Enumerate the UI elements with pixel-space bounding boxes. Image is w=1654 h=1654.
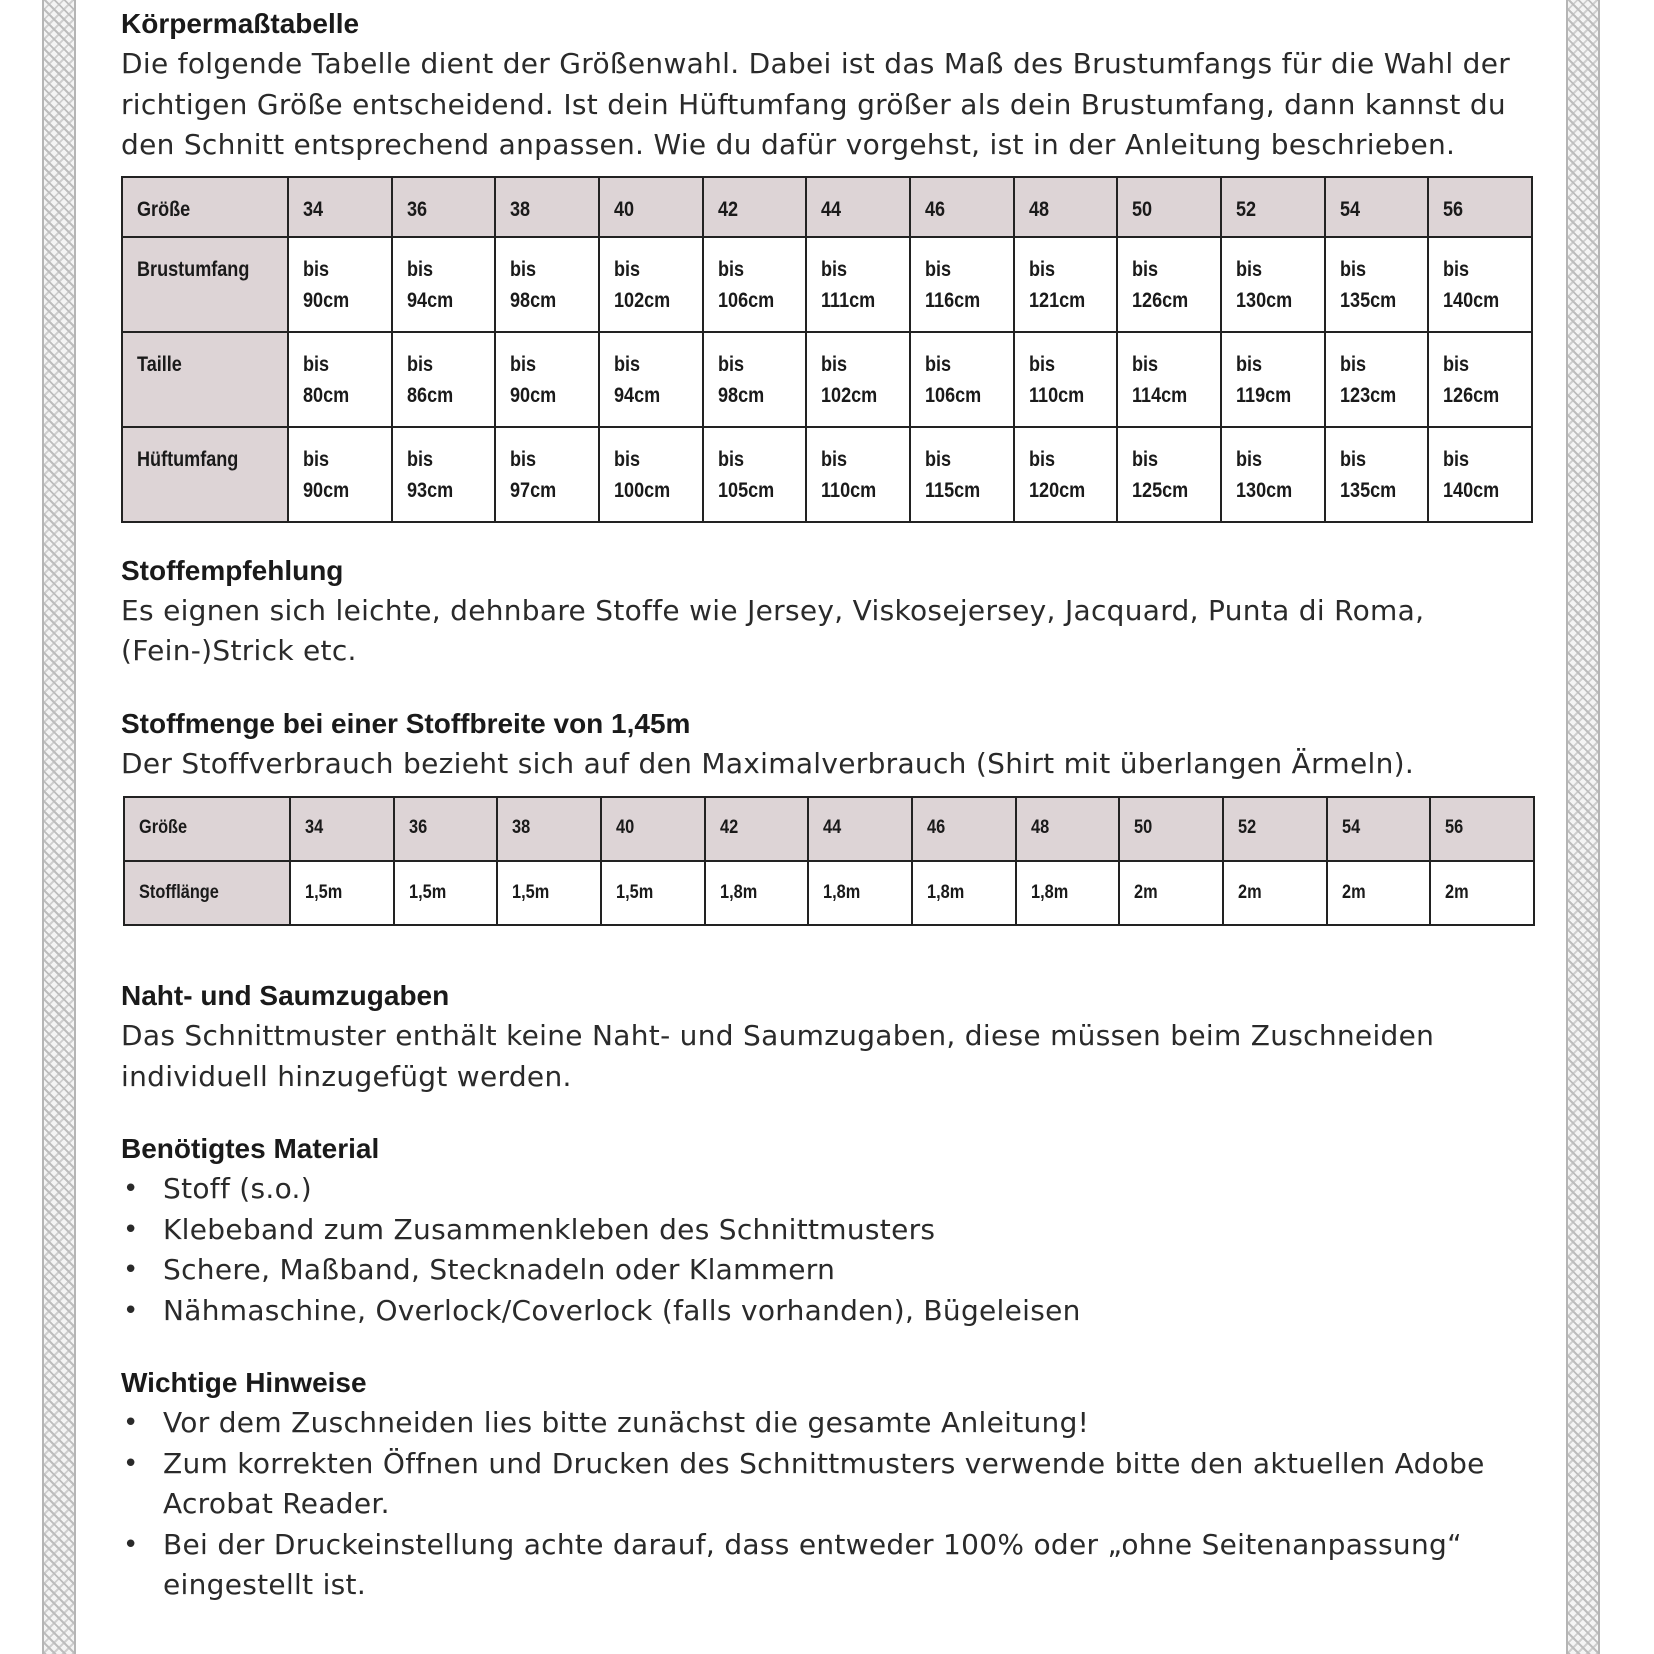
text-fabric-recommendation: Es eignen sich leichte, dehnbare Stoffe wie Jersey, Viskosejersey, Jacquard, Punta di Roma, (Fein-)Strick etc. xyxy=(121,593,1425,667)
table-cell-text: bis xyxy=(303,352,330,376)
section-notes xyxy=(121,1363,1541,1606)
header-size-cell-text: 42 xyxy=(717,197,738,221)
bullet-icon: • xyxy=(123,1174,139,1204)
table-row xyxy=(124,861,1534,925)
header-size-cell-text: 46 xyxy=(926,817,946,838)
table-cell xyxy=(392,332,496,427)
row-label-text: Taille xyxy=(137,352,182,376)
table-cell-text: bis xyxy=(1339,352,1366,376)
table-cell xyxy=(703,427,807,522)
page-content xyxy=(121,4,1541,1606)
table-cell-text: bis xyxy=(1028,352,1055,376)
table-cell-text: 120cm xyxy=(1028,478,1085,502)
bullet-icon: • xyxy=(123,1214,139,1245)
table-cell xyxy=(601,861,705,925)
table-cell-text: bis xyxy=(717,257,744,281)
table-cell-text: 1,5m xyxy=(512,882,550,903)
table-cell-text: 2m xyxy=(1341,882,1366,903)
table-cell xyxy=(703,237,807,332)
notes-list xyxy=(121,1403,1541,1606)
table-cell-text: 102cm xyxy=(821,383,878,407)
table-cell-text: 115cm xyxy=(924,478,981,502)
header-size-cell xyxy=(1223,797,1327,861)
header-size-cell xyxy=(497,797,601,861)
table-cell-text: 98cm xyxy=(717,383,764,407)
table-cell xyxy=(1327,861,1431,925)
table-cell-text: bis xyxy=(510,257,537,281)
header-size-cell-text: 46 xyxy=(924,197,946,221)
table-cell xyxy=(912,861,1016,925)
heading-seam-allowance: Naht- und Saumzugaben xyxy=(121,980,450,1011)
table-cell xyxy=(1117,237,1221,332)
header-size-cell-text: 42 xyxy=(719,817,738,838)
table-cell-text: 94cm xyxy=(613,383,661,407)
table-cell xyxy=(703,332,807,427)
table-cell-text: bis xyxy=(406,352,433,376)
header-size-cell xyxy=(1428,177,1532,237)
table-cell-text: 121cm xyxy=(1028,288,1085,312)
header-size-cell xyxy=(394,797,498,861)
table-cell-text: bis xyxy=(924,352,952,376)
table-cell-text: 119cm xyxy=(1235,383,1292,407)
table-cell-text: 135cm xyxy=(1339,478,1396,502)
table-cell xyxy=(1223,861,1327,925)
table-cell-text: 135cm xyxy=(1339,288,1396,312)
header-size-cell xyxy=(1430,797,1534,861)
table-cell-text: 93cm xyxy=(406,478,453,502)
row-label xyxy=(122,237,288,332)
heading-notes: Wichtige Hinweise xyxy=(121,1367,367,1398)
table-cell-text: 125cm xyxy=(1132,478,1189,502)
table-row xyxy=(122,332,1532,427)
header-size-cell xyxy=(1117,177,1221,237)
header-size-cell xyxy=(703,177,807,237)
list-item-text: Stoff (s.o.) xyxy=(163,1172,312,1205)
heading-fabric-amount: Stoffmenge bei einer Stoffbreite von 1,45m xyxy=(121,707,691,739)
header-size-cell xyxy=(806,177,910,237)
table-cell xyxy=(288,427,392,522)
table-cell-text: 90cm xyxy=(510,383,557,407)
table-cell-text: 102cm xyxy=(613,288,671,312)
table-cell-text: bis xyxy=(717,352,744,376)
table-cell xyxy=(495,237,599,332)
table-cell xyxy=(1221,237,1325,332)
table-cell-text: 2m xyxy=(1237,882,1262,903)
header-size-cell-text: 38 xyxy=(512,817,531,838)
table-cell-text: bis xyxy=(821,257,848,281)
fabric-amount-table xyxy=(123,796,1535,926)
list-item xyxy=(121,1444,1541,1525)
table-cell xyxy=(1016,861,1120,925)
list-item-text: Bei der Druckeinstellung achte darauf, dass entweder 100% oder „ohne Seitenanpassung“ eingestellt ist. xyxy=(163,1527,1462,1601)
header-size-cell xyxy=(912,797,1016,861)
table-cell-text: bis xyxy=(510,447,537,471)
table-cell-text: bis xyxy=(821,352,848,376)
table-cell xyxy=(497,861,601,925)
table-cell xyxy=(1221,427,1325,522)
table-cell xyxy=(1428,237,1532,332)
table-header-row xyxy=(122,177,1532,237)
table-cell-text: bis xyxy=(613,447,641,471)
table-cell-text: bis xyxy=(1443,257,1470,281)
table-cell xyxy=(1221,332,1325,427)
table-cell-text: 98cm xyxy=(510,288,557,312)
table-cell-text: bis xyxy=(303,447,330,471)
table-cell-text: 1,8m xyxy=(719,882,757,903)
list-item-text: Klebeband zum Zusammenkleben des Schnittmusters xyxy=(163,1212,936,1246)
table-cell-text: bis xyxy=(821,447,848,471)
list-item xyxy=(121,1169,1541,1210)
decorative-border-left xyxy=(42,0,76,1654)
table-row xyxy=(122,237,1532,332)
materials-list xyxy=(121,1169,1541,1331)
table-cell-text: 126cm xyxy=(1132,288,1189,312)
table-cell xyxy=(808,861,912,925)
table-cell xyxy=(288,237,392,332)
table-cell xyxy=(1325,427,1429,522)
table-cell-text: bis xyxy=(1235,257,1263,281)
header-size-cell xyxy=(1014,177,1118,237)
table-cell-text: 100cm xyxy=(613,478,671,502)
table-cell-text: bis xyxy=(1339,257,1366,281)
list-item xyxy=(121,1403,1541,1444)
table-cell xyxy=(392,237,496,332)
table-cell-text: bis xyxy=(406,257,433,281)
header-size-label-text: Größe xyxy=(137,197,191,221)
header-size-label xyxy=(122,177,288,237)
table-cell-text: 2m xyxy=(1445,882,1469,903)
table-cell xyxy=(806,237,910,332)
table-cell xyxy=(1014,237,1118,332)
table-cell-text: 130cm xyxy=(1235,288,1293,312)
table-cell-text: bis xyxy=(510,352,537,376)
table-cell-text: 2m xyxy=(1134,882,1158,903)
table-cell xyxy=(1428,332,1532,427)
table-cell xyxy=(288,332,392,427)
header-size-cell-text: 52 xyxy=(1235,197,1256,221)
table-row xyxy=(122,427,1532,522)
table-cell-text: bis xyxy=(717,447,744,471)
row-label xyxy=(122,427,288,522)
header-size-cell-text: 34 xyxy=(305,817,324,838)
table-cell-text: 1,8m xyxy=(926,882,965,903)
header-size-label-text: Größe xyxy=(139,817,188,838)
text-fabric-amount: Der Stoffverbrauch bezieht sich auf den Maximalverbrauch (Shirt mit überlangen Ärmeln). xyxy=(121,746,1415,780)
table-cell-text: 111cm xyxy=(821,288,876,312)
table-cell-text: 97cm xyxy=(510,478,557,502)
header-size-cell-text: 50 xyxy=(1132,197,1153,221)
list-item xyxy=(121,1250,1541,1291)
table-cell xyxy=(599,237,703,332)
header-size-cell-text: 54 xyxy=(1339,197,1360,221)
table-cell-text: bis xyxy=(303,257,330,281)
table-cell-text: 1,5m xyxy=(305,882,343,903)
table-cell-text: 1,5m xyxy=(615,882,654,903)
header-size-cell xyxy=(1016,797,1120,861)
header-size-cell-text: 48 xyxy=(1028,197,1049,221)
table-cell xyxy=(495,332,599,427)
header-size-cell-text: 40 xyxy=(613,197,635,221)
list-item-text: Zum korrekten Öffnen und Drucken des Schnittmusters verwende bitte den aktuellen Adobe Acrobat Reader. xyxy=(163,1446,1485,1520)
table-cell-text: bis xyxy=(1132,447,1159,471)
bullet-icon: • xyxy=(123,1448,139,1479)
table-cell xyxy=(599,332,703,427)
header-size-cell xyxy=(599,177,703,237)
table-cell-text: 116cm xyxy=(924,288,981,312)
bullet-icon: • xyxy=(123,1529,139,1560)
table-cell-text: bis xyxy=(1132,257,1159,281)
section-body-measurements xyxy=(121,4,1541,523)
table-cell-text: bis xyxy=(924,447,952,471)
table-cell-text: bis xyxy=(406,447,433,471)
section-fabric-recommendation xyxy=(121,551,1541,672)
table-cell xyxy=(705,861,809,925)
section-seam-allowance xyxy=(121,976,1541,1097)
header-size-cell-text: 44 xyxy=(823,817,842,838)
header-size-cell-text: 38 xyxy=(510,197,531,221)
table-cell-text: 94cm xyxy=(406,288,453,312)
header-size-label xyxy=(124,797,290,861)
table-cell-text: 106cm xyxy=(717,288,774,312)
table-cell xyxy=(394,861,498,925)
table-cell-text: 90cm xyxy=(303,478,350,502)
header-size-cell xyxy=(705,797,809,861)
header-size-cell-text: 56 xyxy=(1445,817,1464,838)
table-cell-text: bis xyxy=(1028,447,1055,471)
row-label xyxy=(124,861,290,925)
list-item-text: Vor dem Zuschneiden lies bitte zunächst die gesamte Anleitung! xyxy=(163,1406,1090,1439)
header-size-cell-text: 56 xyxy=(1443,197,1464,221)
bullet-icon: • xyxy=(123,1295,139,1326)
table-cell xyxy=(1014,427,1118,522)
table-cell-text: bis xyxy=(1443,447,1470,471)
header-size-cell xyxy=(1325,177,1429,237)
table-cell-text: bis xyxy=(1235,352,1263,376)
table-cell xyxy=(1117,332,1221,427)
table-cell-text: 1,8m xyxy=(1030,882,1068,903)
heading-fabric-recommendation: Stoffempfehlung xyxy=(121,554,344,586)
header-size-cell xyxy=(495,177,599,237)
table-cell-text: bis xyxy=(1028,257,1055,281)
list-item-text: Nähmaschine, Overlock/Coverlock (falls vorhanden), Bügeleisen xyxy=(163,1293,1081,1327)
table-cell-text: 110cm xyxy=(1028,383,1084,407)
table-cell-text: 80cm xyxy=(303,383,350,407)
row-label-text: Stofflänge xyxy=(139,882,219,903)
table-cell-text: 1,5m xyxy=(408,882,446,903)
heading-materials: Benötigtes Material xyxy=(121,1133,380,1164)
table-cell xyxy=(1117,427,1221,522)
table-header-row xyxy=(124,797,1534,861)
table-cell-text: 1,8m xyxy=(823,882,861,903)
table-cell-text: bis xyxy=(1443,352,1470,376)
header-size-cell xyxy=(601,797,705,861)
row-label-text: Brustumfang xyxy=(137,257,250,281)
table-cell-text: 105cm xyxy=(717,478,774,502)
header-size-cell-text: 44 xyxy=(821,197,842,221)
list-item xyxy=(121,1525,1541,1606)
bullet-icon: • xyxy=(123,1408,139,1438)
section-fabric-amount xyxy=(121,704,1541,927)
table-cell xyxy=(392,427,496,522)
section-materials xyxy=(121,1129,1541,1331)
table-cell-text: 130cm xyxy=(1235,478,1293,502)
table-cell xyxy=(1430,861,1534,925)
table-cell-text: 86cm xyxy=(406,383,453,407)
table-cell xyxy=(599,427,703,522)
header-size-cell xyxy=(910,177,1014,237)
header-size-cell-text: 52 xyxy=(1237,817,1257,838)
header-size-cell-text: 48 xyxy=(1030,817,1049,838)
header-size-cell xyxy=(1221,177,1325,237)
table-cell-text: bis xyxy=(613,352,641,376)
list-item xyxy=(121,1291,1541,1332)
table-cell xyxy=(1325,237,1429,332)
table-cell-text: 110cm xyxy=(821,478,877,502)
table-cell xyxy=(806,332,910,427)
header-size-cell xyxy=(392,177,496,237)
header-size-cell-text: 50 xyxy=(1134,817,1153,838)
header-size-cell xyxy=(808,797,912,861)
header-size-cell xyxy=(288,177,392,237)
table-cell-text: 90cm xyxy=(303,288,350,312)
table-cell xyxy=(806,427,910,522)
table-cell-text: bis xyxy=(924,257,952,281)
table-cell xyxy=(1325,332,1429,427)
list-item xyxy=(121,1210,1541,1251)
row-label xyxy=(122,332,288,427)
header-size-cell-text: 34 xyxy=(303,197,324,221)
table-cell xyxy=(910,427,1014,522)
list-item-text: Schere, Maßband, Stecknadeln oder Klammern xyxy=(163,1253,836,1286)
decorative-border-right xyxy=(1566,0,1600,1654)
table-cell xyxy=(910,332,1014,427)
table-cell-text: 114cm xyxy=(1132,383,1188,407)
body-measurement-table xyxy=(121,176,1533,523)
header-size-cell-text: 54 xyxy=(1341,817,1360,838)
table-cell xyxy=(910,237,1014,332)
table-cell-text: bis xyxy=(1235,447,1263,471)
table-cell-text: bis xyxy=(613,257,641,281)
header-size-cell xyxy=(1327,797,1431,861)
table-cell-text: 126cm xyxy=(1443,383,1500,407)
table-cell xyxy=(290,861,394,925)
table-cell xyxy=(1428,427,1532,522)
row-label-text: Hüftumfang xyxy=(137,447,239,471)
text-body-measurements: Die folgende Tabelle dient der Größenwahl. Dabei ist das Maß des Brustumfangs für die Wahl der richtigen Größe entscheidend. Ist dein Hüftumfang größer als dein Brustumfang, dann kannst du den Schnitt entsprechend anpassen. Wie du dafür vorgehst, ist in der Anleitung beschrieben. xyxy=(121,47,1511,161)
table-cell xyxy=(1119,861,1223,925)
header-size-cell-text: 36 xyxy=(408,817,427,838)
header-size-cell xyxy=(1119,797,1223,861)
bullet-icon: • xyxy=(123,1255,139,1285)
table-cell-text: 140cm xyxy=(1443,478,1500,502)
table-cell xyxy=(1014,332,1118,427)
header-size-cell-text: 40 xyxy=(615,817,635,838)
header-size-cell-text: 36 xyxy=(406,197,427,221)
table-cell-text: bis xyxy=(1132,352,1159,376)
heading-body-measurements: Körpermaßtabelle xyxy=(121,8,360,39)
table-cell-text: 106cm xyxy=(924,383,982,407)
text-seam-allowance: Das Schnittmuster enthält keine Naht- und Saumzugaben, diese müssen beim Zuschneiden individuell hinzugefügt werden. xyxy=(121,1019,1435,1093)
header-size-cell xyxy=(290,797,394,861)
table-cell-text: bis xyxy=(1339,447,1366,471)
table-cell xyxy=(495,427,599,522)
table-cell-text: 140cm xyxy=(1443,288,1500,312)
table-cell-text: 123cm xyxy=(1339,383,1396,407)
